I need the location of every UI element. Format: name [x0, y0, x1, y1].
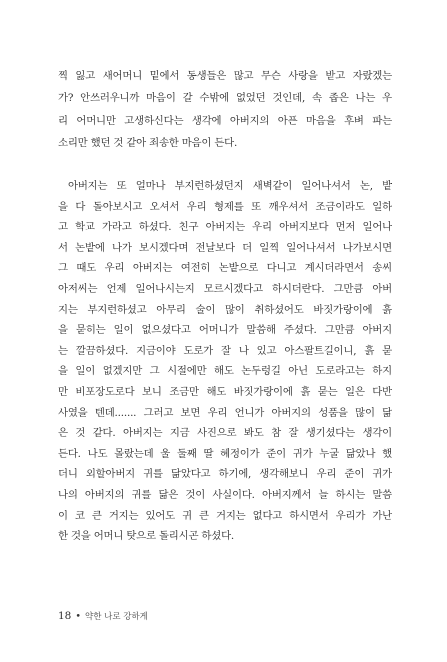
text-line: 는 깔끔하셨다. 지금이야 도로가 잘 나 있고 아스팔트길이니, 흙 묻: [58, 344, 392, 357]
text-line: 나의 아버지의 귀를 닮은 것이 사실이다. 아버지께서 늘 하시는 말씀: [58, 489, 392, 501]
text-line: 고 학교 가라고 하셨다. 친구 아버지는 우리 아버지보다 먼저 일어나: [58, 221, 392, 234]
text-line: 서 논밭에 나가 보시겠다며 전날보다 더 일찍 일어나셔서 나가보시면: [58, 241, 392, 254]
text-line: 이 코 큰 거지는 있어도 귀 큰 거지는 없다고 하시면서 우리가 가난: [58, 509, 392, 522]
text-line: 가? 안쓰러우니까 마음이 갈 수밖에 없었던 것인데, 속 좁은 나는 우: [58, 92, 392, 105]
text-line: 아저씨는 언제 일어나시는지 모르시겠다고 하시더란다. 그만큼 아버: [58, 283, 392, 295]
text-line: 을 다 돌아보시고 오셔서 우리 형제를 또 깨우셔서 조금이라도 일하: [58, 200, 392, 213]
page-footer: [58, 610, 148, 622]
text-line: 한 것을 어머니 탓으로 돌리시곤 하셨다.: [58, 530, 235, 543]
text-line: 아버지는 또 얼마나 부지런하셨던지 새벽같이 일어나셔서 논, 밭: [68, 180, 392, 192]
book-title: 약한 나로 강하게: [84, 612, 148, 622]
text-line: 든다. 나도 몰랐는데 울 둘째 딸 혜정이가 준이 귀가 누굴 닮았나 했: [58, 447, 392, 460]
text-line: 그 때도 우리 아버지는 여전히 논밭으로 다니고 계시더라면서 송씨: [58, 262, 392, 275]
footer-separator: •: [75, 611, 81, 622]
text-line: 찍 잃고 새어머니 밑에서 동생들은 많고 무슨 사랑을 받고 자랐겠는: [58, 70, 392, 82]
text-line: 은 것 같다. 아버지는 지금 사진으로 봐도 참 잘 생기셨다는 생각이: [58, 427, 392, 440]
text-line: 을 일이 없겠지만 그 시절에만 해도 논두렁길 아닌 도로라고는 하지: [58, 365, 392, 378]
text-line: 을 묻히는 일이 없으셨다고 어머니가 말씀해 주셨다. 그만큼 아버지: [58, 324, 392, 337]
text-line: 사였을 텐데....... 그러고 보면 우리 언니가 아버지의 성품을 많이 닮: [58, 406, 392, 419]
text-line: 더니 외할아버지 귀를 닮았다고 하기에, 생각해보니 우리 준이 귀가: [58, 468, 392, 481]
page-number: 18: [58, 610, 72, 622]
text-line: 만 비포장도로다 보니 조금만 해도 바짓가랑이에 흙 묻는 일은 다반: [58, 386, 392, 398]
text-line: 소리만 했던 것 같아 죄송한 마음이 든다.: [58, 136, 238, 149]
text-line: 리 어머니만 고생하신다는 생각에 아버지의 아픈 마음을 후벼 파는: [58, 114, 392, 127]
text-line: 지는 부지런하셨고 아무리 술이 많이 취하셨어도 바짓가랑이에 흙: [58, 303, 392, 316]
